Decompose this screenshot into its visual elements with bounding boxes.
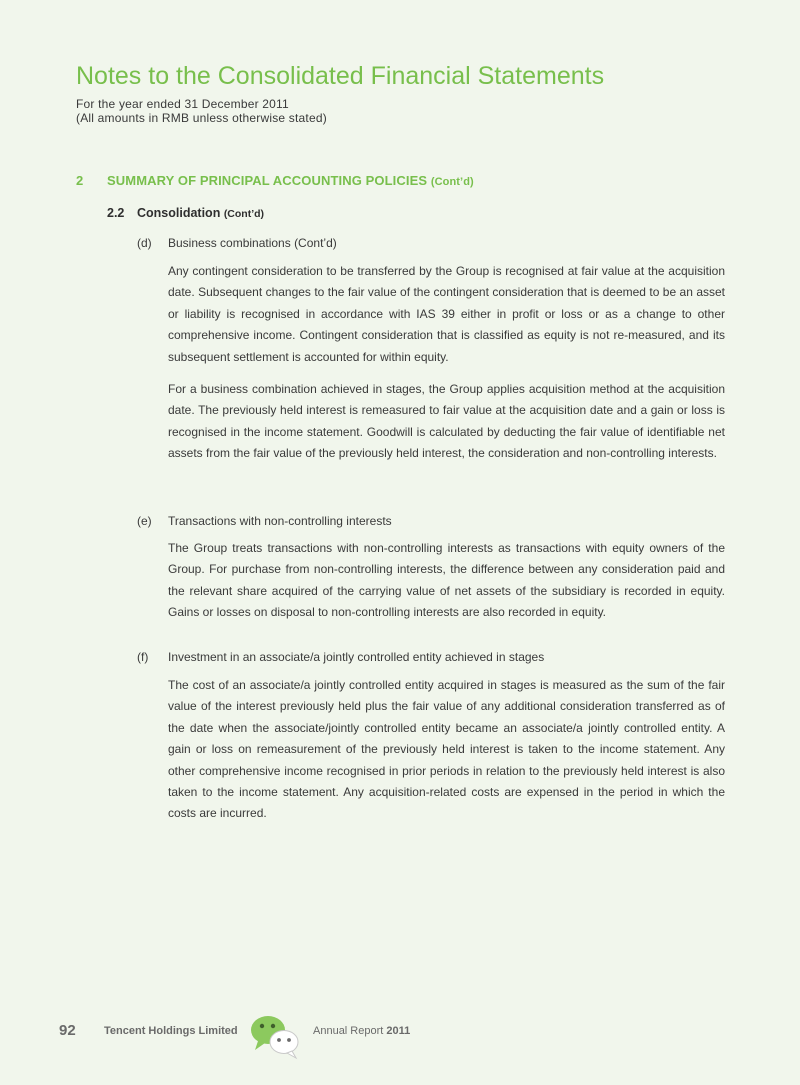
subtitle-period: For the year ended 31 December 2011 [76,97,289,111]
page-title: Notes to the Consolidated Financial Statements [76,62,605,90]
company-name: Tencent Holdings Limited [104,1025,238,1037]
item-letter: (d) [137,236,152,250]
subsection-continued-label: (Cont’d) [223,208,265,220]
paragraph-contingent-consideration: Any contingent consideration to be transferred by the Group is recognised at fair value at the acquisition date. Subsequent changes to the fair value of the contingent consideration that is deemed to be an asset or liability is recognised in accordance with IAS 39 either in profit or loss or as a change to other comprehensive income. Contingent consideration that is classified as equity is not re-measured, and its subsequent settlement is accounted for within equity. [168,264,725,364]
page-number: 92 [59,1022,76,1039]
report-label-text: Annual Report [313,1025,384,1037]
section-number: 2 [76,173,84,188]
item-letter: (f) [137,650,149,664]
paragraph-business-combination-stages: For a business combination achieved in stages, the Group applies acquisition method at the acquisition date. The previously held interest is remeasured to fair value at the acquisition date and a gain or loss is recognised in the income statement. Goodwill is calculated by deducting the fair value of identifiable net assets from the fair value of the previously held interest, the consideration and non-controlling interests. [168,382,725,461]
page-subtitle [76,98,327,125]
item-heading-d [137,236,337,250]
item-letter: (e) [137,514,152,528]
report-year: 2011 [386,1025,411,1037]
subsection-title: Consolidation [137,206,221,220]
item-title: Transactions with non-controlling interests [168,514,392,528]
subsection-heading [107,206,264,220]
section-heading [76,173,474,188]
report-label [313,1025,410,1037]
item-title: Investment in an associate/a jointly controlled entity achieved in stages [168,650,545,664]
paragraph-associate-stages: The cost of an associate/a jointly controlled entity acquired in stages is measured as the sum of the fair value of the interest previously held plus the fair value of any additional consideration transferred as of the date when the associate/jointly controlled entity became an associate/a jointly controlled entity. A gain or loss on remeasurement of the previously held interest is taken to the income statement. Any other comprehensive income recognised in prior periods in relation to the previously held interest is also taken to the income statement. Any acquisition-related costs are expensed in the period in which the costs are incurred. [168,678,725,821]
item-heading-f [137,650,544,664]
subtitle-currency-note: (All amounts in RMB unless otherwise stated) [76,110,327,125]
section-continued-label: (Cont’d) [430,176,474,188]
wechat-bubbles-icon [246,1012,302,1060]
item-heading-e [137,514,392,528]
subsection-number: 2.2 [107,206,125,220]
page-footer [59,1012,459,1062]
section-title: SUMMARY OF PRINCIPAL ACCOUNTING POLICIES [107,173,428,188]
paragraph-non-controlling-interests: The Group treats transactions with non-controlling interests as transactions with equity owners of the Group. For purchase from non-controlling interests, the difference between any consideration paid and the relevant share acquired of the carrying value of net assets of the subsidiary is recorded in equity. Gains or losses on disposal to non-controlling interests are also recorded in equity. [168,541,725,620]
item-title: Business combinations (Cont’d) [168,236,337,250]
